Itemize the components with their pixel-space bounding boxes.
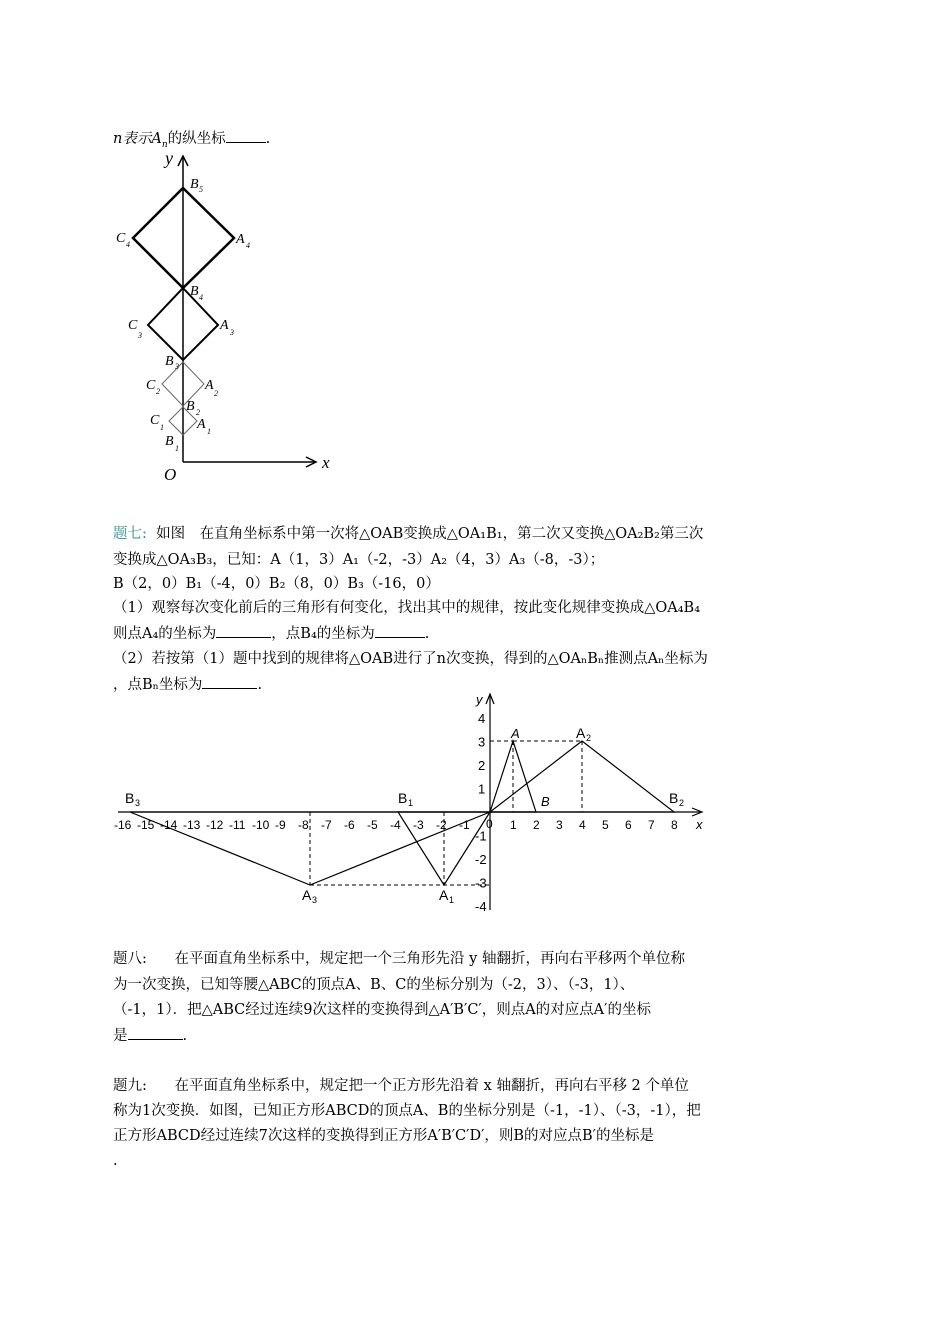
q7-text-1: 如图 在直角坐标系中第一次将△OAB变换成△OA₁B₁，第二次又变换△OA₂B₂第三次	[156, 526, 704, 542]
point-b2-label: B	[669, 790, 679, 806]
q9-line-4: .	[113, 1153, 118, 1169]
point-a2-label: A	[576, 725, 586, 741]
triangle-figure	[110, 690, 710, 915]
q9-line-1	[113, 1076, 689, 1096]
point-b1-sub: 1	[408, 798, 414, 808]
label-b5-sub: 5	[199, 185, 203, 194]
y-tick-label: 1	[478, 781, 486, 797]
x-tick-label: 8	[671, 818, 678, 832]
label-b3: B	[165, 354, 174, 369]
fig2-x-label: x	[696, 817, 703, 832]
label-a1: A	[197, 417, 206, 432]
intro-lead: n表示	[113, 131, 152, 147]
label-b1-sub: 1	[175, 444, 179, 453]
point-a1-sub: 1	[449, 895, 455, 905]
q8-label: 题八:	[113, 951, 147, 967]
point-b3-label: B	[125, 790, 135, 806]
label-b3-sub: 3	[175, 362, 179, 371]
q9-line-3: 正方形ABCD经过连续7次这样的变换得到正方形A′B′C′D′，则B的对应点B′的坐标是	[113, 1128, 654, 1144]
point-a3-label: A	[302, 887, 312, 903]
q7-line-6: （2）若按第（1）题中找到的规律将△OAB进行了n次变换，得到的△OAₙBₙ推测点Aₙ坐标为	[113, 651, 708, 667]
label-a4-sub: 4	[246, 241, 250, 250]
point-a1-label: A	[439, 887, 449, 903]
fig1-origin-label: O	[164, 465, 177, 484]
q7-a4-blank	[216, 623, 271, 638]
q7-b4-blank	[375, 623, 425, 638]
intro-sub: n	[161, 139, 168, 150]
x-tick-label: 1	[510, 818, 517, 832]
label-c2: C	[146, 378, 156, 393]
intro-tail: 的纵坐标	[167, 131, 226, 147]
q8-line-4	[113, 1025, 187, 1046]
y-tick-label: -4	[475, 899, 487, 914]
point-a2-sub: 2	[586, 733, 592, 743]
q8-line-2: 为一次变换，已知等腰△ABC的顶点A、B、C的坐标分别为（-2，3）、（-3，1）、	[113, 977, 635, 993]
label-b4: B	[190, 284, 199, 299]
label-b1: B	[165, 434, 174, 449]
squares-figure	[110, 145, 350, 490]
q8-line-1	[113, 949, 685, 969]
q9-text-1: 在平面直角坐标系中，规定把一个正方形先沿着 x 轴翻折，再向右平移 2 个单位	[174, 1078, 689, 1094]
point-a3-sub: 3	[312, 895, 318, 905]
y-tick-label: -1	[475, 828, 487, 844]
x-tick-label: -16	[114, 818, 132, 832]
intro-var: A	[151, 131, 162, 147]
x-tick-label: -7	[321, 818, 332, 832]
point-b-label: B	[541, 794, 550, 809]
q8-answer-prompt: 是	[113, 1028, 128, 1044]
point-b2-sub: 2	[679, 798, 685, 808]
y-tick-label: 4	[478, 711, 486, 726]
intro-end: .	[265, 131, 271, 147]
q8-line-4-end: .	[182, 1028, 188, 1044]
label-a3: A	[220, 318, 229, 333]
label-a2: A	[205, 378, 214, 393]
x-tick-label: -8	[298, 818, 309, 832]
point-b3-sub: 3	[135, 798, 141, 808]
x-tick-label: -2	[436, 818, 447, 832]
q7-bn-prompt: ，点Bₙ坐标为	[113, 677, 203, 693]
intro-blank	[226, 128, 266, 143]
x-tick-label: -11	[229, 818, 246, 832]
q9-label: 题九:	[113, 1078, 147, 1094]
y-tick-label: -3	[475, 875, 487, 891]
label-c3-sub: 3	[138, 331, 142, 340]
q7-line-2: 变换成△OA₃B₃，已知：A（1，3）A₁（-2，-3）A₂（4，3）A₃（-8，-3）；	[113, 552, 605, 568]
label-c4: C	[116, 231, 126, 246]
label-a1-sub: 1	[207, 427, 211, 436]
x-tick-label: 2	[533, 818, 540, 832]
x-tick-label: -14	[160, 818, 178, 832]
label-c1: C	[150, 413, 160, 428]
q7-line-4: （1）观察每次变化前后的三角形有何变化，找出其中的规律，按此变化规律变换成△OA₄B₄	[113, 600, 701, 616]
label-c4-sub: 4	[126, 240, 130, 249]
label-a4: A	[236, 232, 245, 247]
point-a-label: A	[511, 726, 520, 741]
x-tick-label: -4	[390, 818, 401, 832]
x-tick-label: -5	[367, 818, 378, 832]
q7-line-3: B（2，0）B₁（-4，0）B₂（8，0）B₃（-16，0）	[113, 576, 440, 592]
q7-label: 题七:	[113, 526, 147, 542]
fig2-y-label: y	[476, 692, 483, 707]
x-tick-label: 6	[625, 818, 632, 832]
q7-bn-blank	[202, 674, 257, 689]
x-tick-label: 3	[556, 818, 563, 832]
label-c2-sub: 2	[156, 387, 160, 396]
x-tick-label: 7	[648, 818, 655, 832]
x-tick-label: 4	[579, 818, 586, 832]
x-tick-label: -12	[206, 818, 224, 832]
label-a3-sub: 3	[230, 328, 234, 337]
x-tick-label: 5	[602, 818, 609, 832]
label-b4-sub: 4	[199, 293, 203, 302]
label-c1-sub: 1	[160, 423, 164, 432]
y-tick-label: 2	[478, 758, 486, 773]
x-tick-label: -1	[459, 818, 470, 832]
label-b2: B	[186, 399, 195, 414]
label-c3: C	[128, 318, 138, 333]
x-tick-label: -9	[275, 818, 286, 832]
y-tick-label: -2	[475, 852, 487, 867]
x-tick-label: -15	[137, 818, 155, 832]
label-b2-sub: 2	[196, 408, 200, 417]
q7-l7-end: .	[257, 677, 263, 693]
x-tick-label: -6	[344, 818, 355, 832]
fig2-origin-label: 0	[486, 817, 493, 831]
q7-line-1	[113, 524, 703, 544]
point-b1-label: B	[398, 790, 408, 806]
q8-text-1: 在平面直角坐标系中，规定把一个三角形先沿 y 轴翻折，再向右平移两个单位称	[174, 951, 685, 967]
q7-l5-end: .	[424, 626, 430, 642]
y-tick-label: 3	[478, 734, 486, 750]
q8-answer-blank	[128, 1025, 183, 1040]
label-a2-sub: 2	[214, 389, 218, 398]
label-b5: B	[190, 177, 199, 192]
q7-a4-prompt: 则点A₄的坐标为	[113, 626, 217, 642]
q7-line-5	[113, 623, 429, 644]
q7-b4-prompt: ，点B₄的坐标为	[271, 626, 375, 642]
x-tick-label: -3	[413, 818, 424, 832]
fig1-y-label: y	[165, 148, 173, 168]
x-tick-label: -10	[252, 818, 270, 832]
q8-line-3: （-1，1）．把△ABC经过连续9次这样的变换得到△A′B′C′，则点A的对应点A′的坐标	[113, 1002, 651, 1018]
x-tick-label: -13	[183, 818, 201, 832]
q9-line-2: 称为1次变换．如图，已知正方形ABCD的顶点A、B的坐标分别是（-1，-1）、（-3，-1），把	[113, 1103, 701, 1119]
fig1-x-label: x	[322, 453, 330, 472]
